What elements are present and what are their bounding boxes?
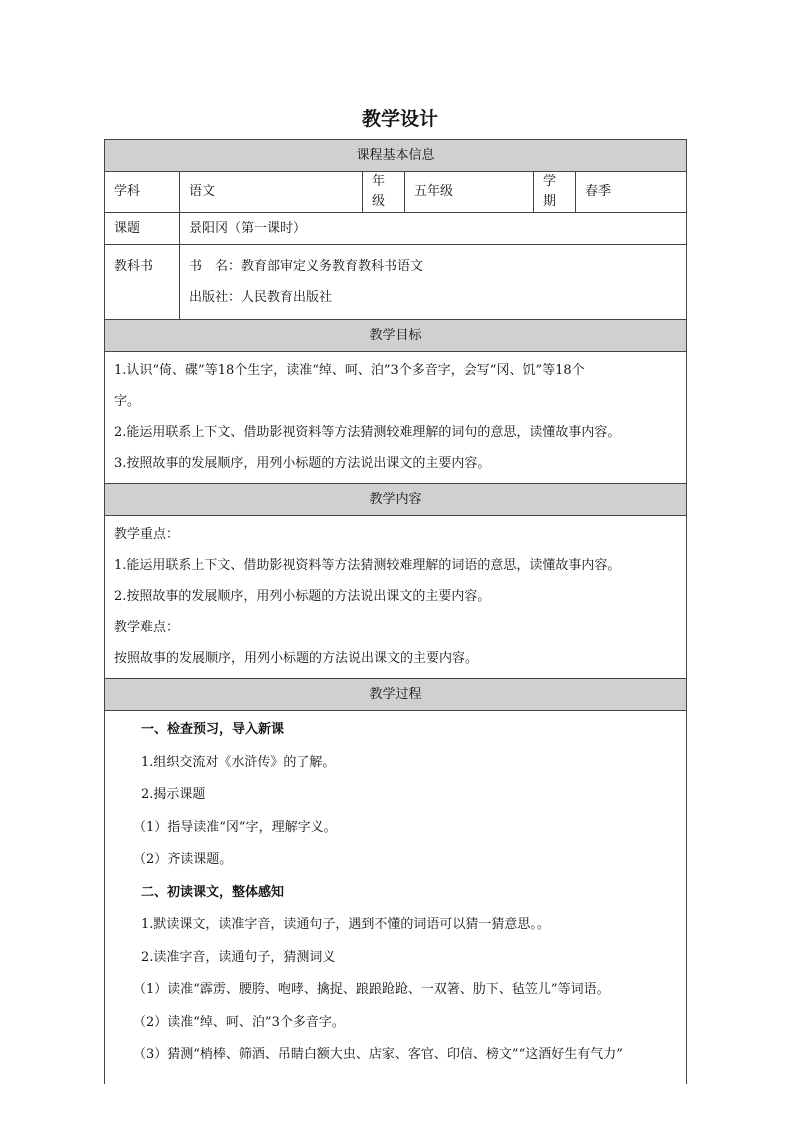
grade-value: 五年级 [405, 172, 534, 213]
goal-item: 3.按照故事的发展顺序，用列小标题的方法说出课文的主要内容。 [114, 456, 491, 471]
textbook-label: 教科书 [105, 245, 180, 320]
key-points-label: 教学重点： [114, 527, 180, 542]
subject-value: 语文 [180, 172, 363, 213]
process-section-title: 二、初读课文，整体感知 [141, 884, 285, 900]
goal-item: 1.认识“倚、碟”等18个生字，读准“绰、呵、泊”3个多音字，会写“冈、饥”等18个 [114, 363, 585, 378]
process-substep: （1）读准“霹雳、腰胯、咆哮、擒捉、踉踉跄跄、一双箸、肋下、毡笠儿”等词语。 [133, 982, 610, 997]
process-substep: （2）齐读课题。 [133, 852, 233, 867]
process-body [105, 711, 687, 1085]
goal-item: 字。 [114, 394, 141, 409]
term-label: 学期 [534, 172, 576, 213]
process-step: 2.读准字音，读通句子，猜测词义 [141, 949, 336, 965]
process-header: 教学过程 [105, 679, 687, 711]
process-section-title: 一、检查预习，导入新课 [141, 722, 285, 737]
basic-info-header: 课程基本信息 [105, 140, 687, 172]
subject-label: 学科 [105, 172, 180, 213]
grade-label: 年级 [363, 172, 405, 213]
lesson-plan-table [104, 139, 687, 1084]
process-step: 1.默读课文，读准字音，读通句子，遇到不懂的词语可以猜一猜意思。。 [141, 917, 550, 932]
content-header: 教学内容 [105, 484, 687, 516]
document-title: 教学设计 [361, 108, 438, 130]
process-substep: （2）读准“绰、呵、泊”3个多音字。 [133, 1014, 345, 1030]
term-value: 春季 [576, 172, 687, 213]
topic-label: 课题 [105, 213, 180, 245]
topic-value: 景阳冈（第一课时） [180, 213, 687, 245]
textbook-publisher: 出版社：人民教育出版社 [189, 290, 333, 305]
key-point-item: 1.能运用联系上下文、借助影视资料等方法猜测较难理解的词语的意思，读懂故事内容。 [114, 558, 621, 573]
process-substep: （1）指导读准“冈”字，理解字义。 [133, 819, 337, 835]
goal-item: 2.能运用联系上下文、借助影视资料等方法猜测较难理解的词句的意思，读懂故事内容。 [114, 425, 621, 440]
key-point-item: 2.按照故事的发展顺序，用列小标题的方法说出课文的主要内容。 [114, 589, 491, 604]
goals-header: 教学目标 [105, 320, 687, 352]
textbook-name: 书 名：教育部审定义务教育教科书语文 [189, 259, 424, 274]
process-step: 1.组织交流对《水浒传》的了解。 [141, 754, 336, 770]
process-substep: （3）猜测“梢棒、筛酒、吊睛白额大虫、店家、客官、印信、榜文”“这酒好生有气力” [133, 1047, 623, 1062]
process-step: 2.揭示课题 [141, 787, 206, 802]
difficult-point-item: 按照故事的发展顺序，用列小标题的方法说出课文的主要内容。 [114, 651, 479, 666]
difficult-points-label: 教学难点： [114, 620, 180, 635]
goals-body [105, 352, 687, 484]
content-body [105, 516, 687, 679]
textbook-info [180, 245, 687, 320]
